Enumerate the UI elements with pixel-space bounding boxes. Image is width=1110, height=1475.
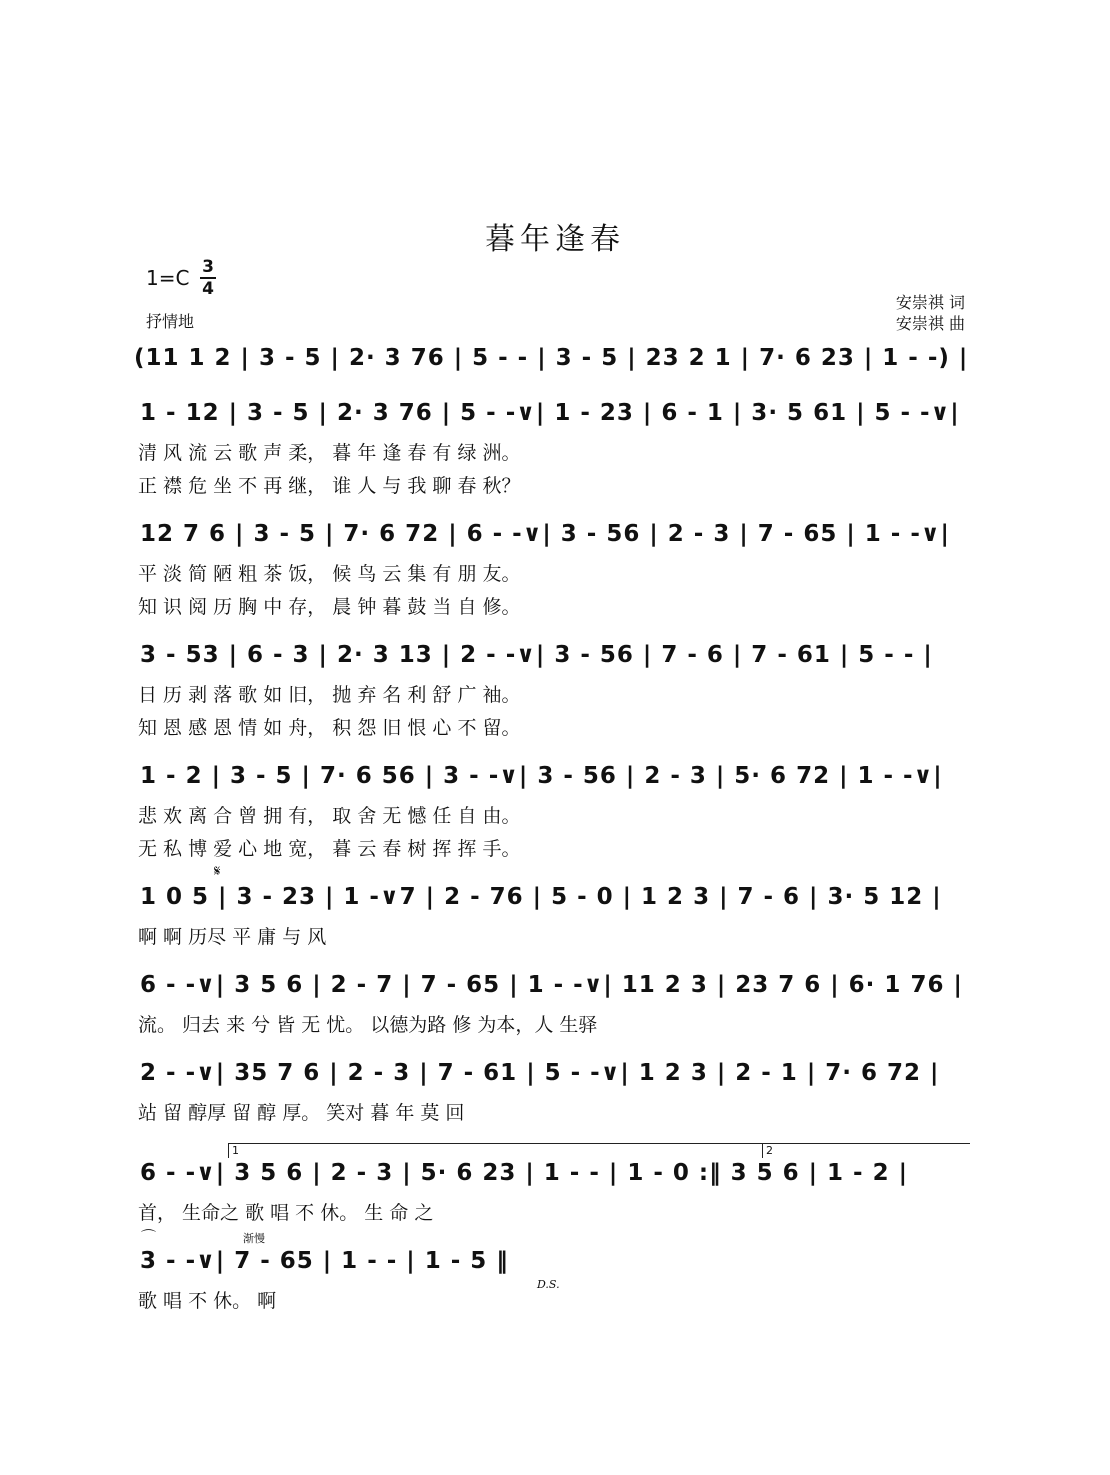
lyric-row-7: 站 留 醇厚 留 醇 厚。 笑对 暮 年 莫 回 <box>138 1102 465 1124</box>
time-sig-bottom: 4 <box>202 279 214 299</box>
lyric-row-6: 流。 归去 来 兮 皆 无 忧。 以德为路 修 为本，人 生驿 <box>138 1014 598 1036</box>
music-row-8: 6 - -∨| 3 5 6 | 2 - 3 | 5· 6 23 | 1 - - | 1 - 0 :‖ 3 5 6 | 1 - 2 | <box>140 1160 909 1186</box>
lyric-row-8: 首， 生命之 歌 唱 不 休。 生 命 之 <box>138 1202 434 1224</box>
volta-1-bracket: 1 <box>228 1143 762 1158</box>
lyric-row-2-verse-2: 知 识 阅 历 胸 中 存， 晨 钟 暮 鼓 当 自 修。 <box>138 596 521 618</box>
lyricist-credit: 安崇祺 词 <box>895 293 965 312</box>
lyric-row-5: 啊 啊 历尽 平 庸 与 风 <box>138 926 327 948</box>
music-row-1: 1 - 12 | 3 - 5 | 2· 3 76 | 5 - -∨| 1 - 23 | 6 - 1 | 3· 5 61 | 5 - -∨| <box>140 400 960 426</box>
lyric-row-1-verse-2: 正 襟 危 坐 不 再 继， 谁 人 与 我 聊 春 秋？ <box>138 475 521 497</box>
music-row-6: 6 - -∨| 3 5 6 | 2 - 7 | 7 - 65 | 1 - -∨| 11 2 3 | 23 7 6 | 6· 1 76 | <box>140 972 963 998</box>
lyric-row-3-verse-2: 知 恩 感 恩 情 如 舟， 积 怨 旧 恨 心 不 留。 <box>138 717 521 739</box>
music-row-5: 1 0 5 | 3 - 23 | 1 -∨7 | 2 - 76 | 5 - 0 | 1 2 3 | 7 - 6 | 3· 5 12 | <box>140 884 942 910</box>
lyric-row-9: 歌 唱 不 休。 啊 <box>138 1290 277 1312</box>
song-title: 暮年逢春 <box>485 222 625 257</box>
dal-segno-mark: D.S. <box>537 1278 560 1291</box>
music-row-9: 3 - -∨| 7 - 65 | 1 - - | 1 - 5 ‖ <box>140 1248 509 1274</box>
time-sig-top: 3 <box>202 257 214 277</box>
volta-2-bracket: 2 <box>762 1143 970 1158</box>
lyric-row-2-verse-1: 平 淡 简 陋 粗 茶 饭， 候 鸟 云 集 有 朋 友。 <box>138 563 521 585</box>
composer-credit: 安崇祺 曲 <box>895 314 965 333</box>
ritardando-mark: 渐慢 <box>243 1232 265 1245</box>
music-row-3: 3 - 53 | 6 - 3 | 2· 3 13 | 2 - -∨| 3 - 56 | 7 - 6 | 7 - 61 | 5 - - | <box>140 642 933 668</box>
lyric-row-4-verse-1: 悲 欢 离 合 曾 拥 有， 取 舍 无 憾 任 自 由。 <box>138 805 521 827</box>
key-signature: 1=C <box>146 266 190 290</box>
time-signature <box>199 257 217 299</box>
lyric-row-1-verse-1: 清 风 流 云 歌 声 柔， 暮 年 逢 春 有 绿 洲。 <box>138 442 521 464</box>
fermata-mark: ⌒ <box>141 1228 157 1246</box>
tempo-marking: 抒情地 <box>146 312 195 331</box>
lyric-row-3-verse-1: 日 历 剥 落 歌 如 旧， 抛 弃 名 利 舒 广 袖。 <box>138 684 521 706</box>
music-row-2: 12 7 6 | 3 - 5 | 7· 6 72 | 6 - -∨| 3 - 56 | 2 - 3 | 7 - 65 | 1 - -∨| <box>140 521 950 547</box>
music-row-7: 2 - -∨| 35 7 6 | 2 - 3 | 7 - 61 | 5 - -∨| 1 2 3 | 2 - 1 | 7· 6 72 | <box>140 1060 940 1086</box>
music-row-0: (11 1 2 | 3 - 5 | 2· 3 76 | 5 - - | 3 - 5 | 23 2 1 | 7· 6 23 | 1 - -) | <box>134 345 969 371</box>
segno-sign: 𝄋 <box>214 862 221 880</box>
music-row-4: 1 - 2 | 3 - 5 | 7· 6 56 | 3 - -∨| 3 - 56 | 2 - 3 | 5· 6 72 | 1 - -∨| <box>140 763 943 789</box>
lyric-row-4-verse-2: 无 私 博 爱 心 地 宽， 暮 云 春 树 挥 挥 手。 <box>138 838 521 860</box>
